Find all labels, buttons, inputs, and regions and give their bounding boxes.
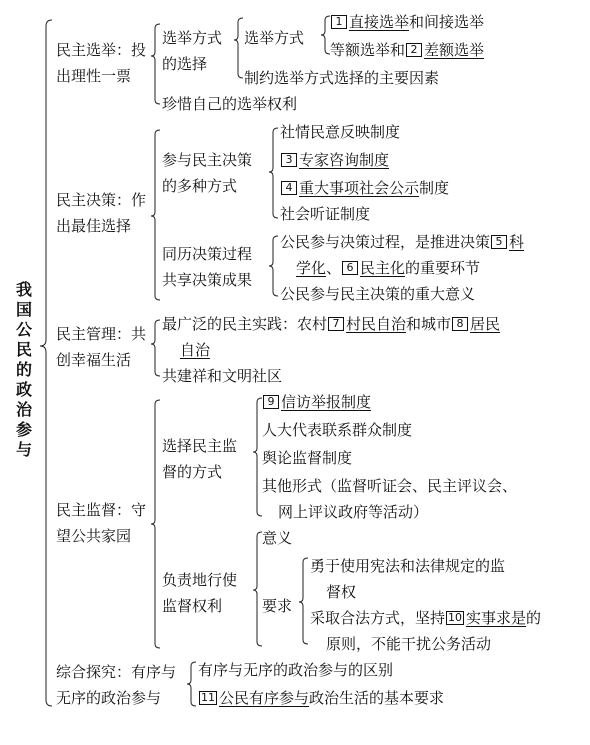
- sup-ways-bracket: [253, 398, 262, 516]
- method-inner-bracket: [321, 16, 330, 54]
- exp-row2-comma: 、: [326, 259, 342, 277]
- resp-bracket: [253, 532, 262, 646]
- village-autonomy: 村民自治: [346, 315, 407, 333]
- supervision-title-line1: 民主监督：守: [56, 501, 147, 519]
- decision-title-line2: 出最佳选择: [56, 217, 132, 235]
- req-bracket: [299, 558, 308, 644]
- petition-report: 信访举报制度: [281, 393, 372, 411]
- number-box-4: 4: [281, 181, 297, 195]
- expert-consult: 专家咨询制度: [299, 151, 390, 169]
- resident-autonomy-part1: 居民: [470, 315, 501, 333]
- supervision-resp-line2: 监督权利: [162, 597, 223, 615]
- decision-way-2: [280, 150, 389, 170]
- supervision-way-4-line2: 网上评议政府等活动）: [278, 503, 429, 521]
- exp-row2-tail: 的重要环节: [405, 259, 481, 277]
- supervision-way-3: 舆论监督制度: [262, 449, 353, 467]
- decision-exp-row3: 公民参与民主决策的重大意义: [280, 285, 476, 303]
- supervision-way-2: 人大代表联系群众制度: [262, 421, 413, 439]
- election-title-line1: 民主选举：投: [56, 41, 147, 59]
- supervision-requirement: 要求: [262, 597, 293, 615]
- exp-row1-text: 公民参与决策过程，是推进决策: [280, 233, 491, 251]
- management-row2: [180, 340, 210, 360]
- election-method-line1: 选举方式: [162, 29, 223, 47]
- number-box-11: 11: [201, 691, 215, 704]
- inquiry-title-line2: 无序的政治参与: [56, 689, 162, 707]
- supervision-way-1: [262, 392, 371, 412]
- election-method-inner: 选举方式: [244, 29, 305, 47]
- direct-election: 直接选举: [349, 13, 410, 31]
- supervision-resp-line1: 负责地行使: [162, 571, 238, 589]
- requirement-row3: [310, 608, 541, 628]
- scientific-part1: 科: [509, 233, 525, 251]
- method-bracket: [234, 18, 243, 78]
- election-factors: 制约选举方式选择的主要因素: [244, 69, 440, 87]
- requirement-row3-tail: 的: [526, 609, 542, 627]
- management-title-line2: 创幸福生活: [56, 351, 132, 369]
- decision-ways-line1: 参与民主决策: [162, 151, 253, 169]
- decision-bracket: [151, 130, 160, 300]
- management-row1-mid: 和城市: [406, 315, 452, 333]
- indirect-election: 和间接选举: [409, 13, 485, 31]
- number-box-3: 3: [281, 153, 297, 167]
- number-box-6: 6: [342, 261, 358, 275]
- democratization: 民主化: [360, 259, 406, 277]
- supervision-way-4-line1: 其他形式（监督听证会、民主评议会、: [262, 477, 518, 495]
- election-bracket: [151, 24, 160, 104]
- equal-election: 等额选举和: [330, 41, 406, 59]
- election-row-equal: [330, 40, 484, 60]
- supervision-ways-line1: 选择民主监: [162, 437, 238, 455]
- scientific-part2: 学化: [296, 259, 327, 277]
- decision-way-3: [280, 178, 449, 198]
- seek-truth: 实事求是: [466, 609, 527, 627]
- supervision-title-line2: 望公共家园: [56, 527, 132, 545]
- supervision-bracket: [151, 400, 160, 648]
- number-box-7: 7: [328, 317, 344, 331]
- supervision-ways-line2: 督的方式: [162, 463, 223, 481]
- number-box-8: 8: [452, 317, 468, 331]
- decision-exp-line1: 同历决策过程: [162, 245, 253, 263]
- inquiry-bracket: [187, 662, 196, 706]
- decision-exp-row1: [280, 232, 524, 252]
- inquiry-row1: 有序与无序的政治参与的区别: [198, 661, 394, 679]
- inquiry-row2-tail: 政治生活的基本要求: [309, 689, 445, 707]
- decision-way-4: 社会听证制度: [280, 205, 371, 223]
- inquiry-row2: [198, 688, 444, 708]
- root-title: 我国公民的政治参与: [16, 280, 33, 459]
- supervision-meaning: 意义: [262, 529, 293, 547]
- election-row-direct: [330, 12, 484, 32]
- exp-bracket: [269, 236, 278, 296]
- management-row1-text: 最广泛的民主实践：农村: [162, 315, 328, 333]
- requirement-row2: 督权: [326, 583, 357, 601]
- decision-exp-line2: 共享决策成果: [162, 271, 253, 289]
- election-title-line2: 出理性一票: [56, 67, 132, 85]
- decision-way-1: 社情民意反映制度: [280, 123, 401, 141]
- requirement-row3-text: 采取合法方式，坚持: [310, 609, 446, 627]
- public-notice: 重大事项社会公示: [299, 179, 420, 197]
- decision-exp-row2: [296, 258, 480, 278]
- number-box-9: 9: [263, 395, 279, 409]
- differential-election: 差额选举: [424, 41, 485, 59]
- decision-ways-line2: 的多种方式: [162, 177, 238, 195]
- resident-autonomy-part2: 自治: [180, 341, 211, 359]
- management-row1: [162, 314, 500, 334]
- ways-bracket: [269, 128, 278, 218]
- inquiry-title-line1: 综合探究：有序与: [56, 663, 177, 681]
- number-box-5: 5: [491, 235, 507, 249]
- root-bracket: [40, 20, 52, 706]
- requirement-row4: 原则，不能干扰公务活动: [326, 635, 492, 653]
- requirement-row1: 勇于使用宪法和法律规定的监: [310, 557, 506, 575]
- management-row3: 共建祥和文明社区: [162, 367, 283, 385]
- management-title-line1: 民主管理：共: [56, 325, 147, 343]
- number-box-1: 1: [331, 15, 347, 29]
- election-method-line2: 的选择: [162, 55, 208, 73]
- decision-title-line1: 民主决策：作: [56, 191, 147, 209]
- number-box-10: 10: [448, 611, 463, 624]
- election-cherish: 珍惜自己的选举权利: [162, 95, 298, 113]
- number-box-2: 2: [406, 43, 422, 57]
- public-notice-suffix: 制度: [419, 179, 450, 197]
- orderly-participation: 公民有序参与: [219, 689, 310, 707]
- management-bracket: [151, 320, 160, 376]
